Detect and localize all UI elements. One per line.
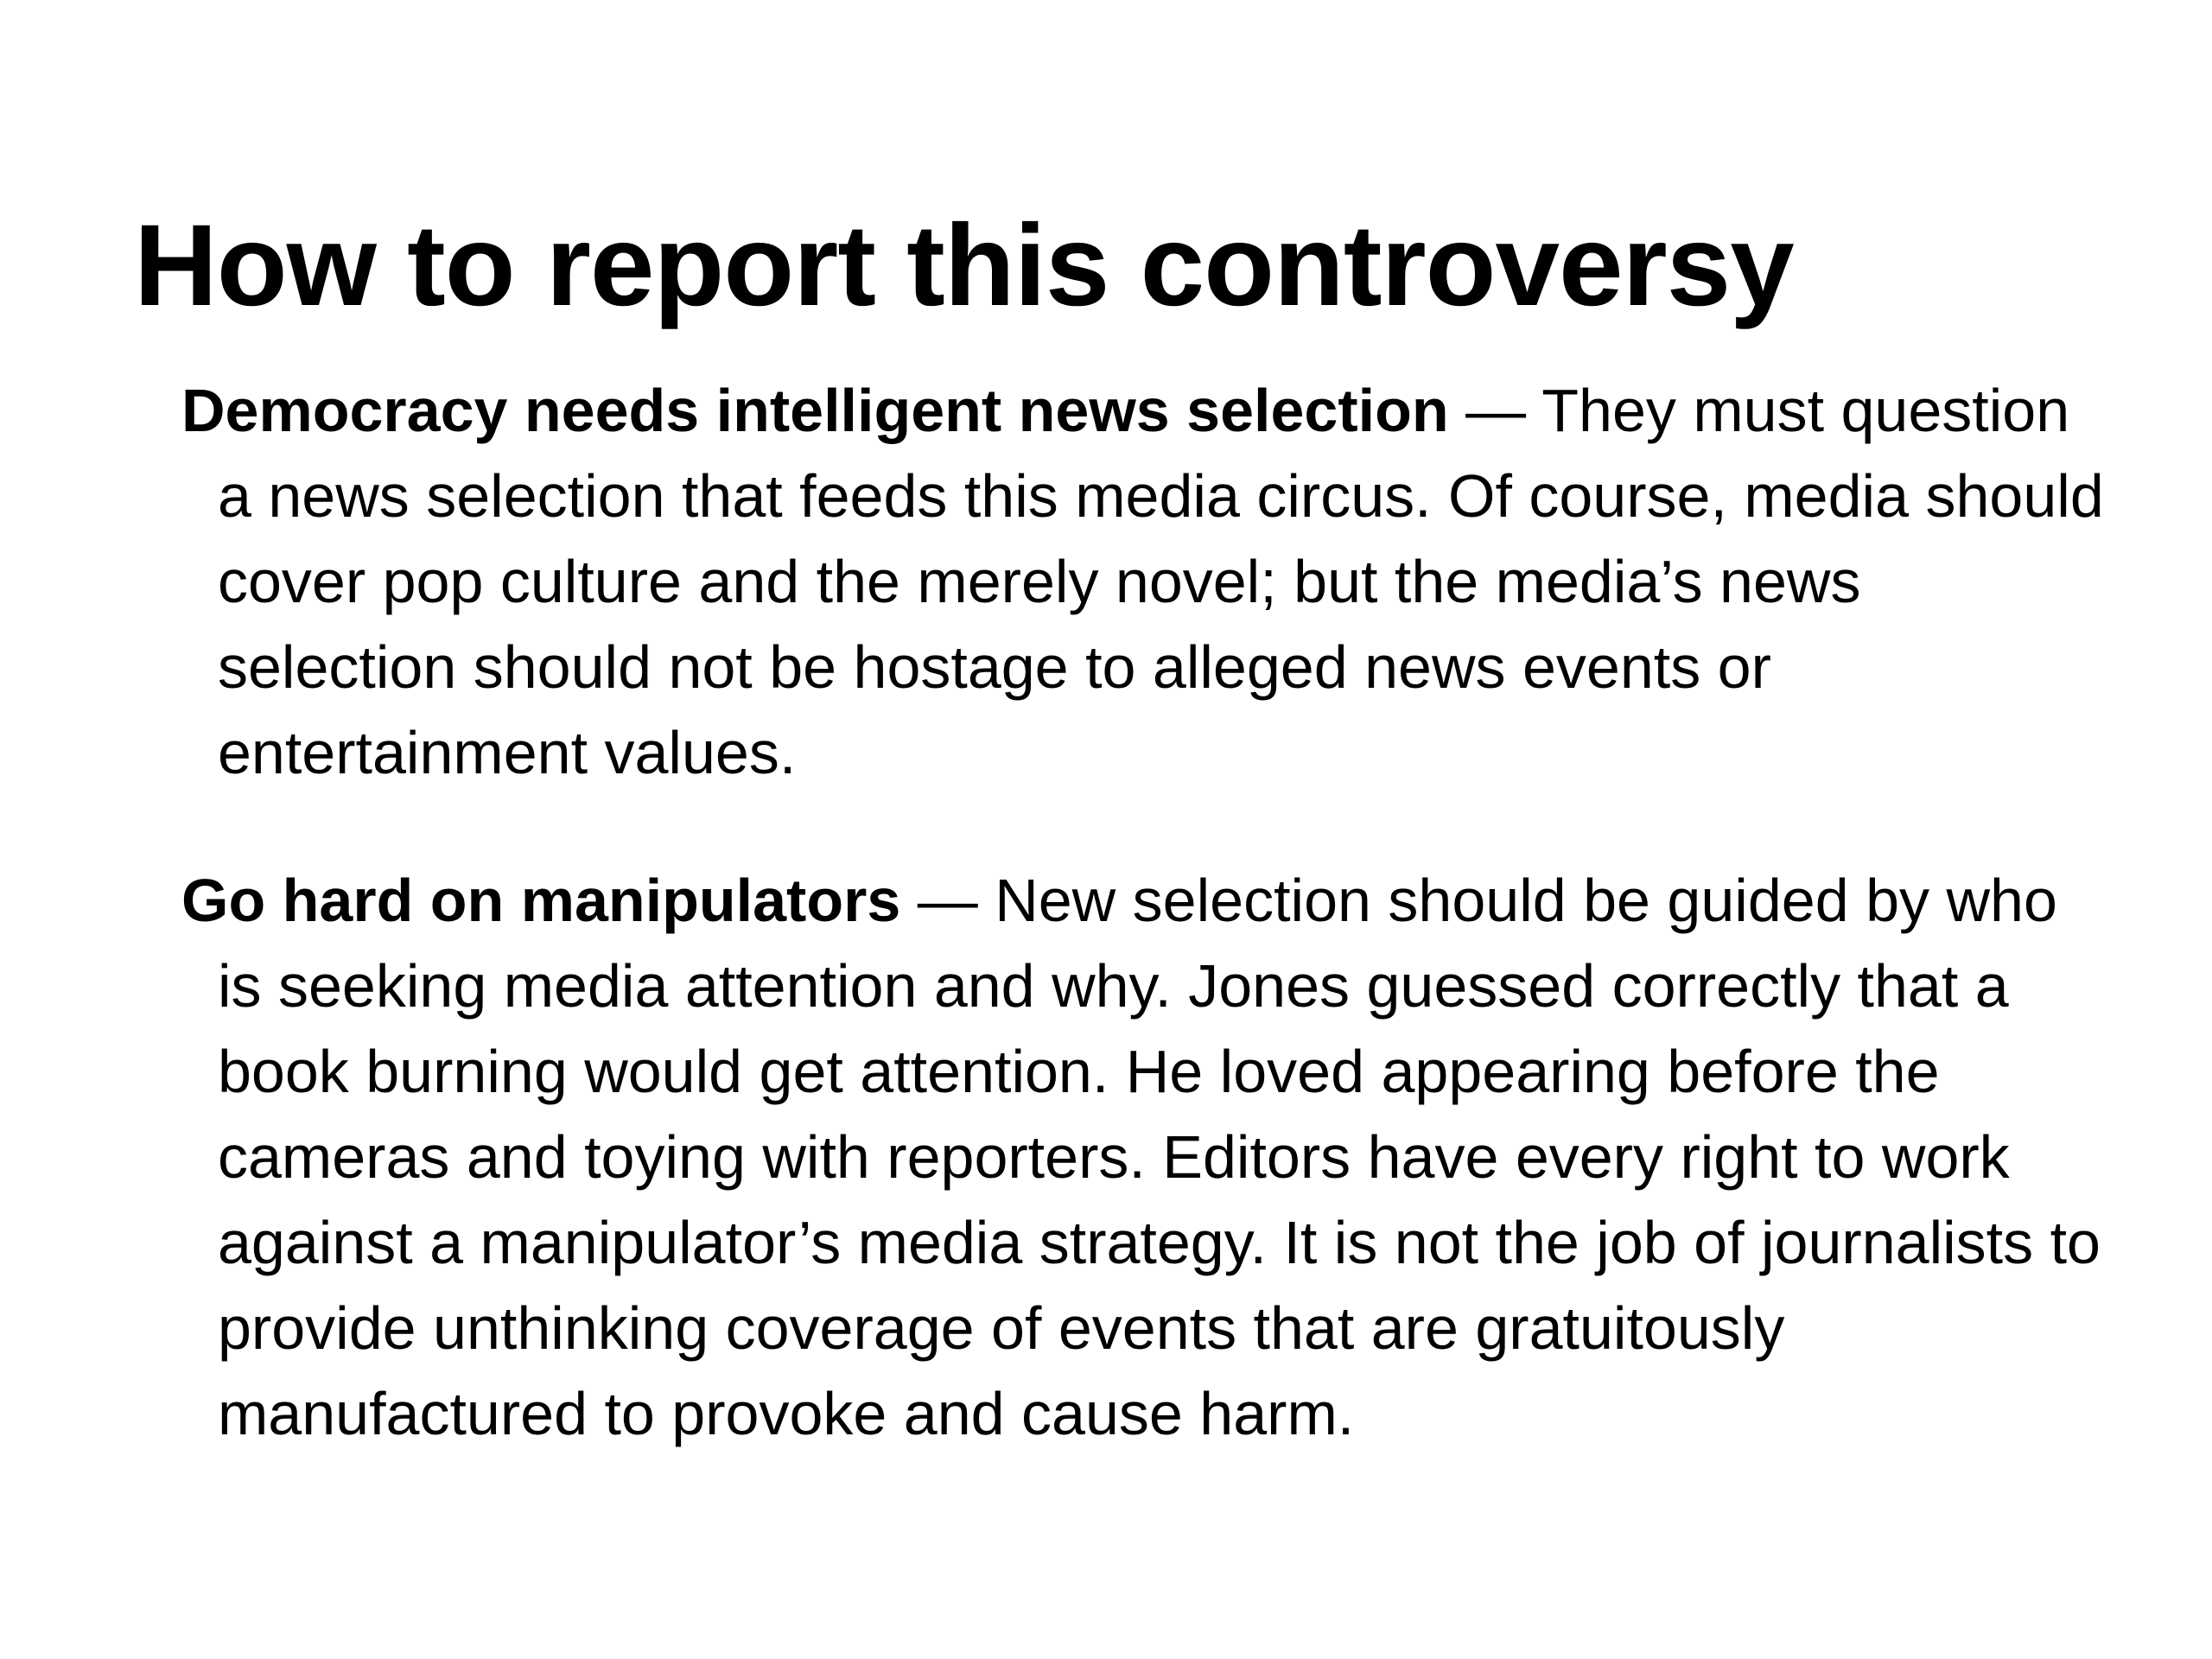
point-text: New selection should be guided by who is seeking media attention and why. Jones guessed correctly that a book burning would get attention. He loved appearing before the cameras and toying with reporters. Editors have every right to work against a manipulator’s media strategy. It is not the job of journalists to provide unthinking coverage of events that are gratuitously manufactured to provoke and cause harm. — [218, 867, 2101, 1447]
point-text: They must question a news selection that feeds this media circus. Of course, media should cover pop culture and the merely novel; but the media’s news selection should not be hostage to alleged news events or entertainment values. — [218, 377, 2104, 786]
list-item-democracy — [181, 368, 2108, 796]
point-heading: Democracy needs intelligent news selection — [181, 377, 1449, 444]
point-heading: Go hard on manipulators — [181, 867, 901, 934]
slide-title: How to report this controversy — [134, 201, 1794, 330]
list-item-manipulators — [181, 858, 2108, 1457]
point-list — [181, 368, 2108, 1519]
point-separator: — — [1448, 377, 1542, 444]
point-separator: — — [900, 867, 995, 934]
